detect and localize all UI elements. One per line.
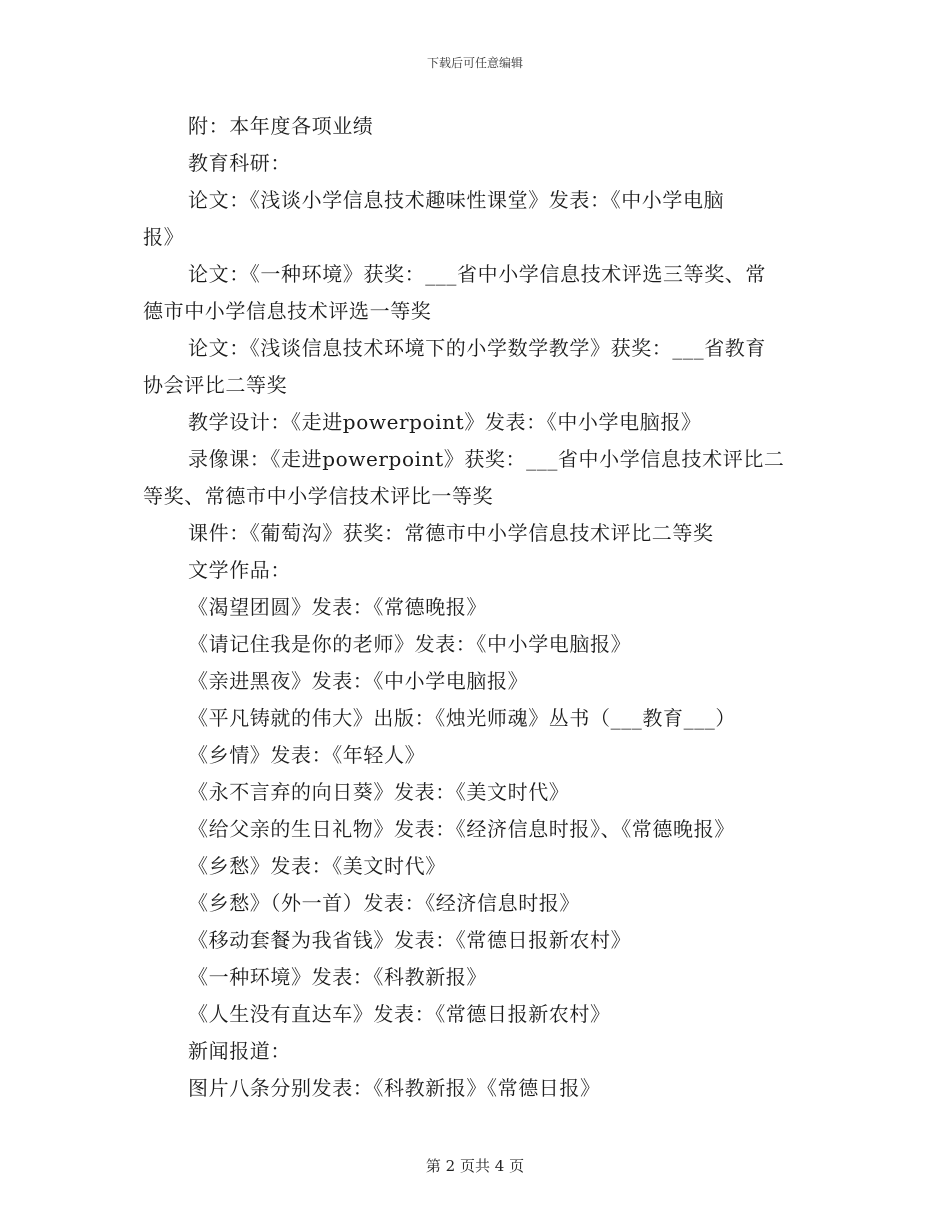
text-line: 《一种环境》发表：《科教新报》	[188, 965, 487, 989]
text-line: 《乡愁》（外一首）发表：《经济信息时报》	[188, 891, 580, 915]
text-line: 《乡情》发表：《年轻人》	[188, 743, 426, 767]
text-line: 论文：《一种环境》获奖：___省中小学信息技术评选三等奖、常	[188, 262, 766, 286]
text-line: 课件：《葡萄沟》获奖：常德市中小学信息技术评比二等奖	[188, 521, 714, 545]
text-line: 协会评比二等奖	[143, 373, 288, 397]
text-line: 《请记住我是你的老师》发表：《中小学电脑报》	[188, 632, 632, 656]
text-line: 《给父亲的生日礼物》发表：《经济信息时报》、《常德晚报》	[188, 817, 735, 841]
text-line: 论文：《浅谈小学信息技术趣味性课堂》发表：《中小学电脑	[188, 188, 725, 212]
text-line: 《渴望团圆》发表：《常德晚报》	[188, 595, 487, 619]
text-line: 等奖、常德市中小学信技术评比一等奖	[143, 484, 494, 508]
page-footer: 第 2 页共 4 页	[425, 1157, 525, 1175]
text-line: 《亲进黑夜》发表：《中小学电脑报》	[188, 669, 529, 693]
text-line: 《平凡铸就的伟大》出版：《烛光师魂》丛书（___教育___）	[188, 706, 736, 730]
text-line: 《永不言弃的向日葵》发表：《美文时代》	[188, 780, 570, 804]
page-header: 下载后可任意编辑	[426, 56, 523, 70]
text-line: 《人生没有直达车》发表：《常德日报新农村》	[188, 1002, 611, 1026]
document-body	[143, 108, 813, 1107]
text-line: 论文：《浅谈信息技术环境下的小学数学教学》获奖：___省教育	[188, 336, 766, 360]
text-line: 《乡愁》发表：《美文时代》	[188, 854, 446, 878]
text-line: 图片八条分别发表：《科教新报》《常德日报》	[188, 1076, 601, 1100]
text-line: 教学设计：《走进powerpoint》发表：《中小学电脑报》	[188, 410, 702, 434]
text-line: 《移动套餐为我省钱》发表：《常德日报新农村》	[188, 928, 632, 952]
text-line: 文学作品：	[188, 558, 291, 582]
text-line: 新闻报道：	[188, 1039, 291, 1063]
text-line: 德市中小学信息技术评选一等奖	[143, 299, 432, 323]
text-line: 教育科研：	[188, 151, 291, 175]
text-line: 录像课：《走进powerpoint》获奖：___省中小学信息技术评比二	[188, 447, 785, 471]
text-line: 报》	[143, 225, 185, 249]
text-line: 附：本年度各项业绩	[188, 114, 374, 138]
